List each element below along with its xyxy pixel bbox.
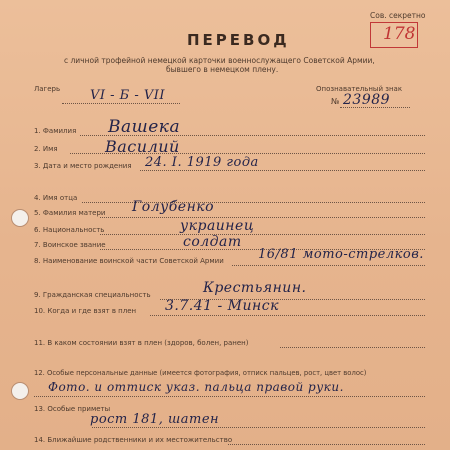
subtitle-line-1: с личной трофейной немецкой карточки военнослужащего Советской Армии, — [64, 56, 375, 65]
field-unit-label: 8. Наименование воинской части Советской Армии — [34, 257, 224, 265]
field-profession-value: Крестьянин. — [203, 280, 307, 296]
field-captured-line — [150, 315, 425, 316]
field-nationality-line — [100, 234, 425, 235]
page-title: ПЕРЕВОД — [187, 31, 290, 49]
field-surname-label: 1. Фамилия — [34, 127, 77, 135]
field-profession-label: 9. Гражданская специальность — [34, 291, 151, 299]
field-relatives-line — [228, 444, 425, 445]
field-condition-line — [280, 347, 425, 348]
field-birth-value: 24. I. 1919 года — [145, 155, 259, 170]
tag-value: 23989 — [343, 92, 391, 108]
field-captured-value: 3.7.41 - Минск — [165, 298, 279, 314]
field-rank-value: солдат — [183, 234, 242, 250]
camp-line — [62, 103, 180, 104]
field-birth-line — [140, 170, 425, 171]
field-unit-line — [232, 265, 425, 266]
field-captured-label: 10. Когда и где взят в плен — [34, 307, 137, 315]
classification-label: Сов. секретно — [370, 11, 426, 20]
field-marks-line — [92, 427, 425, 428]
field-nationality-value: украинец — [180, 218, 255, 234]
tag-label: Опознавательный знак — [316, 85, 403, 93]
field-father-label: 4. Имя отца — [34, 194, 78, 202]
camp-label: Лагерь — [34, 85, 61, 93]
tag-prefix: № — [331, 97, 340, 106]
field-surname-value: Вашека — [108, 117, 181, 137]
field-personal-data-line — [34, 396, 425, 397]
field-relatives-label: 14. Ближайшие родственники и их местожительство — [34, 436, 233, 444]
field-mother-line — [100, 217, 425, 218]
subtitle-line-2: бывшего в немецком плену. — [166, 65, 279, 74]
field-marks-label: 13. Особые приметы — [34, 405, 111, 413]
field-personal-data-label: 12. Особые персональные данные (имеется фотография, отписк пальцев, рост, цвет волос) — [34, 369, 367, 377]
field-nationality-label: 6. Национальность — [34, 226, 105, 234]
camp-value: VI - Б - VII — [90, 88, 166, 103]
field-unit-value: 16/81 мото-стрелков. — [258, 247, 424, 262]
field-condition-label: 11. В каком состоянии взят в плен (здоров, болен, ранен) — [34, 339, 249, 347]
field-personal-data-value: Фото. и оттиск указ. пальца правой руки. — [48, 380, 344, 394]
field-birth-label: 3. Дата и место рождения — [34, 162, 132, 170]
punch-hole-bottom — [11, 382, 29, 400]
punch-hole-top — [11, 209, 29, 227]
document-number: 178 — [383, 24, 416, 44]
field-mother-label: 5. Фамилия матери — [34, 209, 106, 217]
field-name-label: 2. Имя — [34, 145, 58, 153]
field-mother-value: Голубенко — [132, 199, 215, 215]
field-rank-label: 7. Воинское звание — [34, 241, 106, 249]
field-name-value: Василий — [105, 137, 180, 156]
field-marks-value: рост 181, шатен — [90, 412, 220, 427]
